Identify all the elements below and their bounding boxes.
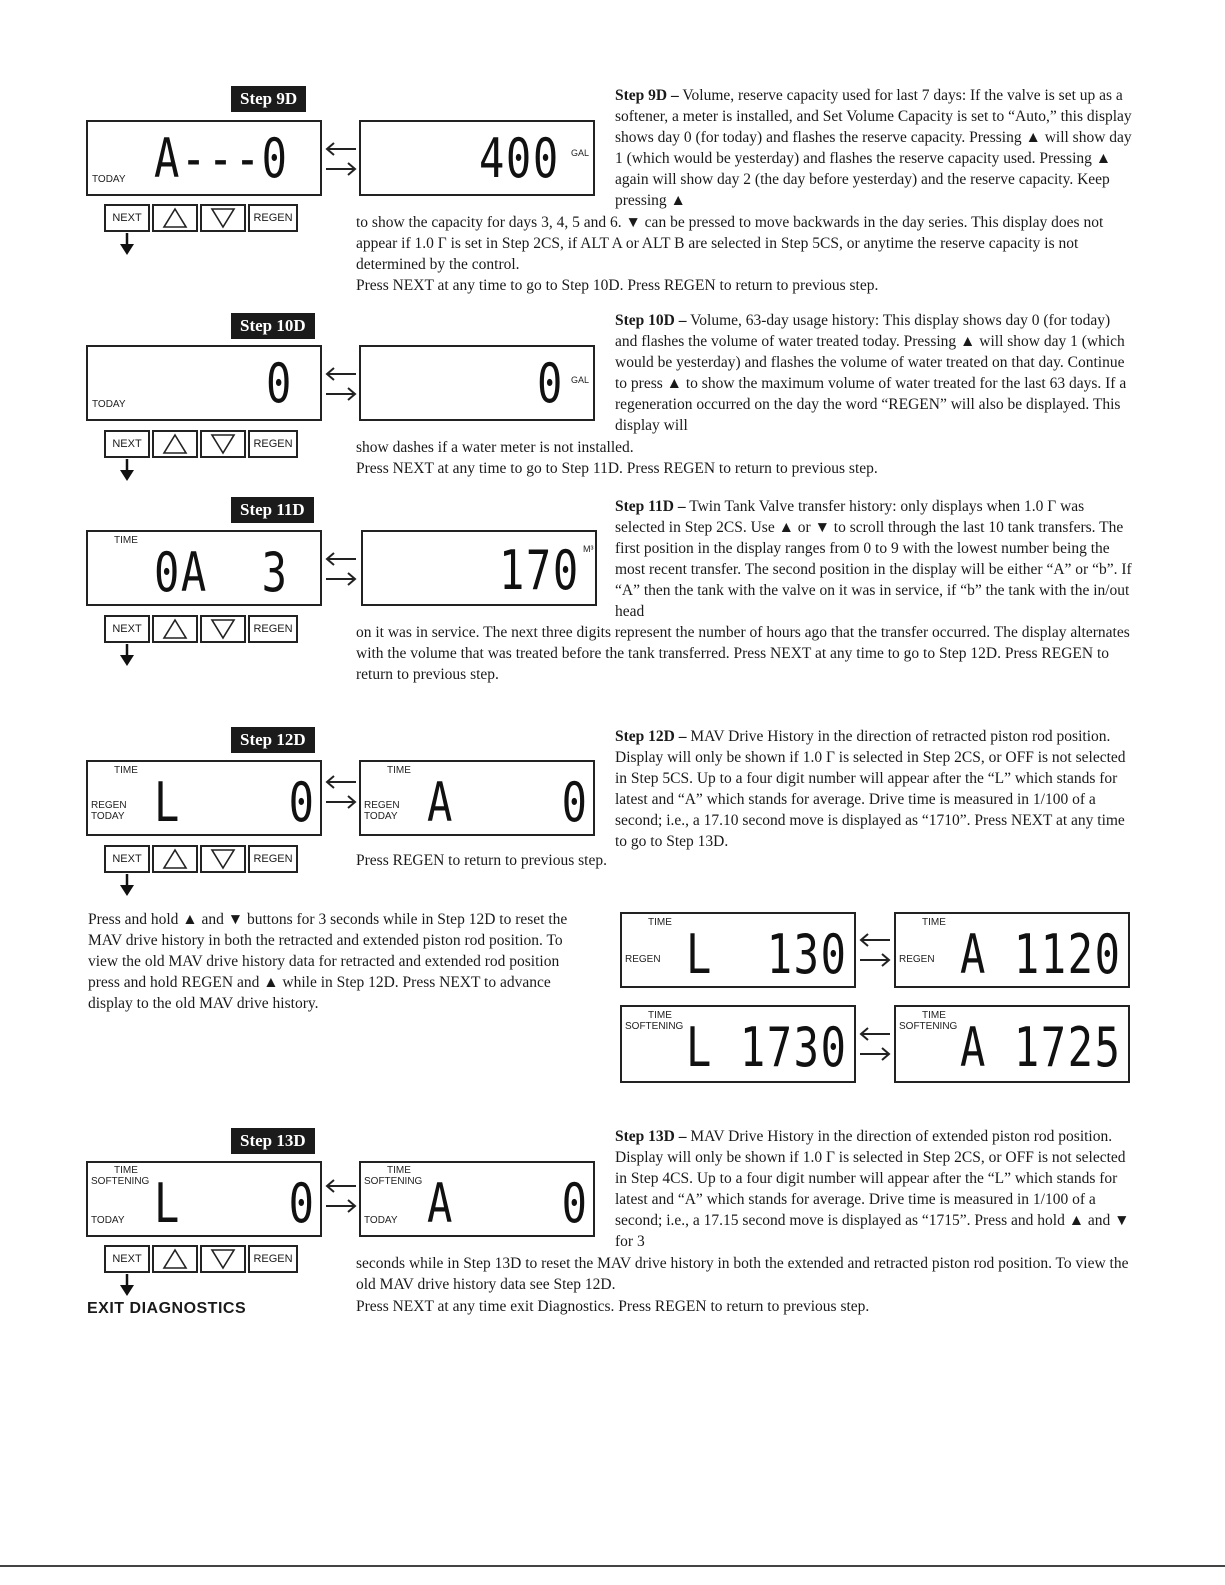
triangle-down-icon	[210, 618, 236, 640]
lcd-label-time: TIME	[648, 917, 672, 928]
lcd-digits: 0	[266, 352, 293, 415]
step-12d-reset-text: Press and hold ▲ and ▼ buttons for 3 seconds while in Step 12D to reset the MAV drive history in both the retracted and extended piston rod position. To view the old MAV drive history data for retracted and extended rod position press and hold REGEN and ▲ while in Step 12D. Press NEXT to advance display to the old MAV drive history.	[88, 911, 568, 1012]
button-row	[104, 845, 298, 873]
button-row	[104, 430, 298, 458]
swap-arrows-icon	[324, 772, 358, 812]
lcd-digits: A 1725	[960, 1016, 1122, 1079]
lcd-display-softening-average	[894, 1005, 1130, 1083]
up-button[interactable]	[152, 1245, 198, 1273]
lcd-display-right	[359, 760, 595, 836]
lcd-label-today: TODAY	[91, 811, 125, 822]
step-10d-title: Step 10D –	[615, 312, 687, 329]
lcd-digits: A 0	[427, 1172, 589, 1235]
step-9d-text: Volume, reserve capacity used for last 7 days: If the valve is set up as a softener, a meter is installed, and Set Volume Capacity is set to “Auto,” this display shows day 0 (for today) and flashes the reserve capacity. Pressing ▲ will show day 1 (which would be yesterday) and flashes the reserve capacity used. Pressing ▲ again will show day 2 (the day before yesterday) and the reserve capacity. Keep pressing ▲	[615, 87, 1132, 209]
lcd-label-time: TIME	[114, 1165, 138, 1176]
step-9d-description-head	[615, 85, 1133, 211]
lcd-unit: GAL	[571, 148, 590, 158]
button-row	[104, 615, 298, 643]
step-10d-text: Volume, 63-day usage history: This display shows day 0 (for today) and flashes the volume of water treated today. Pressing ▲ will show day 1 (which would be yesterday) and flashes the volume of water treated on that day. Continue to press ▲ to show the maximum volume of water treated for the last 63 days. If a regeneration occurred on the day the word “REGEN” will also be displayed. This display will	[615, 312, 1127, 434]
step-11d-description-full: on it was in service. The next three digits represent the number of hours ago that the transfer occurred. The display alternates with the volume that was treated before the tank transferred. Press NEXT at any time to go to Step 12D. Press REGEN to return to previous step.	[356, 624, 1130, 683]
step-10d-description-full: show dashes if a water meter is not installed.	[356, 439, 634, 456]
lcd-label-today: TODAY	[92, 174, 126, 185]
down-arrow-icon	[120, 459, 134, 481]
lcd-label-time: TIME	[648, 1010, 672, 1021]
lcd-display-regen-latest	[620, 912, 856, 988]
swap-arrows-icon	[324, 549, 358, 589]
down-button[interactable]	[200, 204, 246, 232]
lcd-display-right	[361, 530, 597, 606]
lcd-digits: L 0	[154, 771, 316, 834]
up-button[interactable]	[152, 615, 198, 643]
step-13d-description-head	[615, 1126, 1133, 1252]
step-11d-description-head	[615, 496, 1133, 622]
next-button[interactable]: NEXT	[104, 615, 150, 643]
down-arrow-icon	[120, 1274, 134, 1296]
swap-arrows-icon	[324, 1176, 358, 1216]
lcd-digits: A---0	[154, 127, 289, 190]
swap-arrows-icon	[858, 1024, 892, 1064]
step-badge-11d: Step 11D	[231, 497, 314, 523]
lcd-digits: A 0	[427, 771, 589, 834]
down-arrow-icon	[120, 644, 134, 666]
lcd-label-mode: REGEN	[625, 954, 661, 965]
lcd-display-left	[86, 120, 322, 196]
lcd-display-regen-average	[894, 912, 1130, 988]
lcd-label-today: TODAY	[91, 1215, 125, 1226]
lcd-display-right	[359, 345, 595, 421]
button-row	[104, 204, 298, 232]
triangle-down-icon	[210, 207, 236, 229]
next-button[interactable]: NEXT	[104, 1245, 150, 1273]
regen-button[interactable]: REGEN	[248, 204, 298, 232]
lcd-digits: L 1730	[686, 1016, 848, 1079]
lcd-label-time: TIME	[922, 1010, 946, 1021]
step-9d-navigation: Press NEXT at any time to go to Step 10D. Press REGEN to return to previous step.	[356, 277, 879, 294]
step-13d-text: MAV Drive History in the direction of extended piston rod position. Display will only be shown if 1.0 Γ is selected in Step 2CS, or OFF is not selected in Step 4CS. Up to a four digit number will appear after the “L” which stands for latest and “A” which stands for average. Drive time is measured in 1/100 of a second; i.e., a 17.15 second move is displayed as “1715”. Press and hold ▲ and ▼ for 3	[615, 1128, 1130, 1250]
step-12d-title: Step 12D –	[615, 728, 687, 745]
lcd-digits: 400	[479, 127, 560, 190]
up-button[interactable]	[152, 845, 198, 873]
lcd-display-right	[359, 120, 595, 196]
step-badge-10d: Step 10D	[231, 313, 315, 339]
lcd-display-left	[86, 1161, 322, 1237]
lcd-label-mode: REGEN	[899, 954, 935, 965]
step-badge-12d: Step 12D	[231, 727, 315, 753]
next-button[interactable]: NEXT	[104, 204, 150, 232]
page-bottom-rule	[0, 1565, 1225, 1567]
step-12d-description-full: Press REGEN to return to previous step.	[356, 852, 607, 869]
lcd-label-mode: SOFTENING	[625, 1021, 684, 1032]
exit-diagnostics-label: EXIT DIAGNOSTICS	[87, 1300, 247, 1317]
lcd-display-left	[86, 345, 322, 421]
swap-arrows-icon	[324, 139, 358, 179]
triangle-up-icon	[162, 618, 188, 640]
swap-arrows-icon	[324, 364, 358, 404]
triangle-down-icon	[210, 433, 236, 455]
regen-button[interactable]: REGEN	[248, 1245, 298, 1273]
lcd-label-time: TIME	[922, 917, 946, 928]
up-button[interactable]	[152, 430, 198, 458]
lcd-label-mode: SOFTENING	[899, 1021, 958, 1032]
regen-button[interactable]: REGEN	[248, 615, 298, 643]
triangle-up-icon	[162, 1248, 188, 1270]
swap-arrows-icon	[858, 930, 892, 970]
regen-button[interactable]: REGEN	[248, 430, 298, 458]
lcd-label-regen: REGEN	[364, 800, 400, 811]
triangle-up-icon	[162, 848, 188, 870]
down-button[interactable]	[200, 615, 246, 643]
lcd-label-time: TIME	[387, 765, 411, 776]
step-12d-description-head	[615, 726, 1133, 852]
step-11d-title: Step 11D –	[615, 498, 686, 515]
lcd-label-softening: SOFTENING	[364, 1176, 423, 1187]
step-10d-navigation: Press NEXT at any time to go to Step 11D. Press REGEN to return to previous step.	[356, 460, 878, 477]
lcd-digits: 0A 3	[154, 541, 289, 604]
lcd-display-softening-latest	[620, 1005, 856, 1083]
down-button[interactable]	[200, 845, 246, 873]
step-12d-text: MAV Drive History in the direction of retracted piston rod position. Display will only be shown if 1.0 Γ is selected in Step 2CS, or OFF is not selected in Step 5CS. Up to a four digit number will appear after the “L” which stands for latest and “A” which stands for average. Drive time is measured in 1/100 of a second; i.e., a 17.10 second move is displayed as “1710”. Press NEXT at any time to go to Step 13D.	[615, 728, 1126, 850]
triangle-down-icon	[210, 848, 236, 870]
lcd-unit: GAL	[571, 375, 590, 385]
down-arrow-icon	[120, 874, 134, 896]
lcd-display-right	[359, 1161, 595, 1237]
step-badge-9d: Step 9D	[231, 86, 306, 112]
triangle-down-icon	[210, 1248, 236, 1270]
lcd-label-today: TODAY	[364, 1215, 398, 1226]
down-button[interactable]	[200, 1245, 246, 1273]
lcd-label-today: TODAY	[92, 399, 126, 410]
step-13d-description-full: seconds while in Step 13D to reset the MAV drive history in both the extended and retracted piston rod position. To view the old MAV drive history data see Step 12D.	[356, 1255, 1129, 1293]
step-13d-navigation: Press NEXT at any time exit Diagnostics. Press REGEN to return to previous step.	[356, 1298, 870, 1315]
lcd-display-left	[86, 530, 322, 606]
lcd-label-softening: SOFTENING	[91, 1176, 150, 1187]
lcd-digits: A 1120	[960, 923, 1122, 986]
lcd-display-left	[86, 760, 322, 836]
triangle-up-icon	[162, 433, 188, 455]
step-13d-title: Step 13D –	[615, 1128, 687, 1145]
step-9d-description-full: to show the capacity for days 3, 4, 5 and 6. ▼ can be pressed to move backwards in the day series. This display does not appear if 1.0 Γ is set in Step 2CS, if ALT A or ALT B are selected in Step 5CS, or anytime the reserve capacity is not determined by the control.	[356, 214, 1104, 273]
lcd-digits: L 0	[154, 1172, 316, 1235]
next-button[interactable]: NEXT	[104, 845, 150, 873]
triangle-up-icon	[162, 207, 188, 229]
step-9d-title: Step 9D –	[615, 87, 679, 104]
lcd-label-time: TIME	[387, 1165, 411, 1176]
step-badge-13d: Step 13D	[231, 1128, 315, 1154]
lcd-digits: 170	[499, 539, 580, 602]
up-button[interactable]	[152, 204, 198, 232]
lcd-unit: M³	[583, 544, 594, 554]
step-10d-description-head	[615, 310, 1133, 436]
lcd-digits: 0	[537, 352, 564, 415]
button-row	[104, 1245, 298, 1273]
down-arrow-icon	[120, 233, 134, 255]
lcd-label-time: TIME	[114, 535, 138, 546]
regen-button[interactable]: REGEN	[248, 845, 298, 873]
lcd-digits: L 130	[686, 923, 848, 986]
step-11d-text: Twin Tank Valve transfer history: only displays when 1.0 Γ was selected in Step 2CS. Use ▲ or ▼ to scroll through the last 10 tank transfers. The first position in the display ranges from 0 to 9 with the lowest number being the most recent transfer. The second position in the display will be either “A” or “b”. If “A” then the tank with the valve on it was in service, if “b” the tank with the in/out head	[615, 498, 1132, 620]
lcd-label-regen: REGEN	[91, 800, 127, 811]
lcd-label-today: TODAY	[364, 811, 398, 822]
down-button[interactable]	[200, 430, 246, 458]
lcd-label-time: TIME	[114, 765, 138, 776]
next-button[interactable]: NEXT	[104, 430, 150, 458]
